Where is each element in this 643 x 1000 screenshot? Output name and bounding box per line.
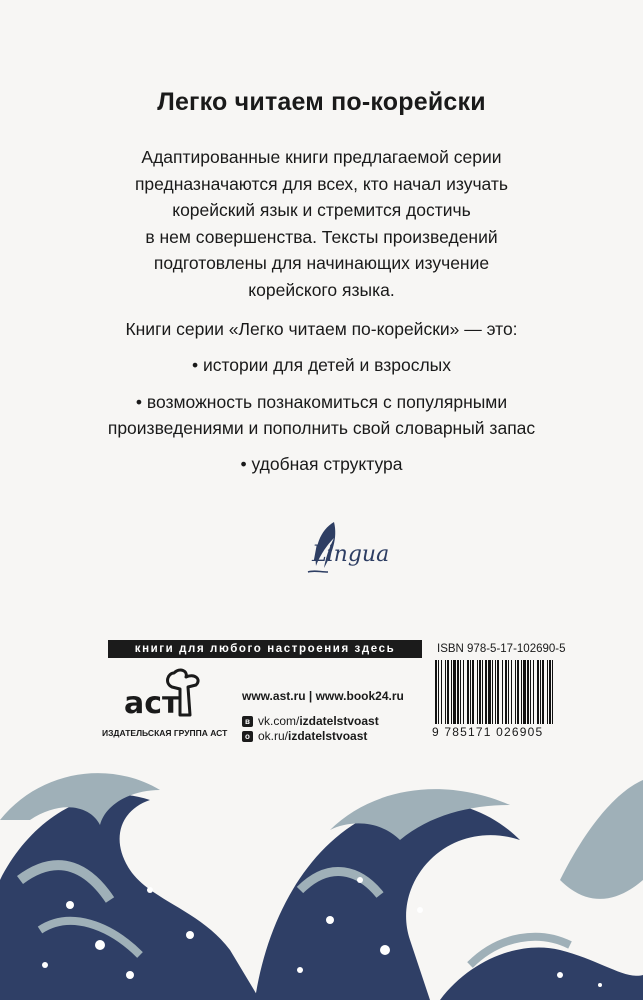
publisher-websites[interactable]: www.ast.ru | www.book24.ru [242,689,404,703]
vk-icon: в [242,716,253,727]
barcode-bar [533,660,534,724]
barcode-bar [463,660,464,724]
barcode-bar [537,660,539,724]
ast-logo [118,665,214,723]
barcode-bar [441,660,442,724]
ast-mascot-icon [118,665,214,723]
vk-link[interactable] [242,714,379,728]
lingua-logo [300,520,410,580]
barcode-bar [492,660,493,724]
barcode-bar [445,660,446,724]
publisher-slogan: книги для любого настроения здесь [108,640,422,658]
barcode-bar [495,660,496,724]
barcode [432,660,558,724]
barcode-bar [472,660,474,724]
barcode-bar [460,660,461,724]
ok-prefix: ok.ru/ [258,729,289,743]
barcode-bar [517,660,519,724]
bullet-line: • возможность познакомиться с популярными [135,392,508,412]
description-line: Адаптированные книги предлагаемой серии [141,147,502,167]
ok-link[interactable] [242,729,367,743]
vk-prefix: vk.com/ [258,714,300,728]
barcode-bar [435,660,437,724]
barcode-bar [479,660,481,724]
barcode-bar [508,660,509,724]
description-line: корейский язык и стремится достичь [172,200,471,220]
barcode-bar [515,660,516,724]
series-intro: Книги серии «Легко читаем по-корейски» — это: [125,319,518,339]
barcode-bar [552,660,553,724]
barcode-bar [485,660,487,724]
barcode-bar [511,660,512,724]
barcode-bar [451,660,452,724]
bullet-item [0,389,643,441]
barcode-bar [470,660,471,724]
barcode-bar [467,660,469,724]
description [120,144,523,303]
ast-logo-text: аст [124,686,180,721]
ok-icon: о [242,731,253,742]
description-line: предназначаются для всех, кто начал изучать [134,173,509,194]
barcode-bar [457,660,459,724]
barcode-bar [521,660,522,724]
barcode-bar [547,660,548,724]
barcode-bar [530,660,531,724]
ok-handle: izdatelstvoast [288,729,368,743]
bullet-item [0,352,643,378]
great-wave-illustration [0,760,643,1000]
barcode-number: 9 785171 026905 [432,725,544,739]
barcode-bar [502,660,503,724]
bullet-line: • удобная структура [240,454,403,474]
bullet-line: • истории для детей и взрослых [191,355,452,375]
barcode-bar [549,660,551,724]
barcode-bar [497,660,499,724]
description-line: подготовлены для начинающих изучение [153,253,490,273]
ast-logo-caption: ИЗДАТЕЛЬСКАЯ ГРУППА АСТ [102,728,228,738]
vk-handle: izdatelstvoast [299,714,379,728]
barcode-bar [523,660,526,724]
barcode-bar [505,660,507,724]
description-line: корейского языка. [248,279,395,300]
barcode-bar [477,660,478,724]
barcode-bar [527,660,529,724]
bullet-line: произведениями и пополнить свой словарный запас [107,418,536,438]
barcode-bar [438,660,439,724]
barcode-bar [488,660,491,724]
bullet-item [0,451,643,477]
lingua-logo-text: Lingua [312,542,390,567]
barcode-bar [540,660,541,724]
barcode-bar [453,660,456,724]
isbn: ISBN 978-5-17-102690-5 [437,643,566,655]
barcode-bar [482,660,483,724]
description-line: в нем совершенства. Тексты произведений [145,226,498,247]
barcode-bar [542,660,544,724]
book-title: Легко читаем по-корейски [157,88,486,116]
barcode-bar [447,660,449,724]
